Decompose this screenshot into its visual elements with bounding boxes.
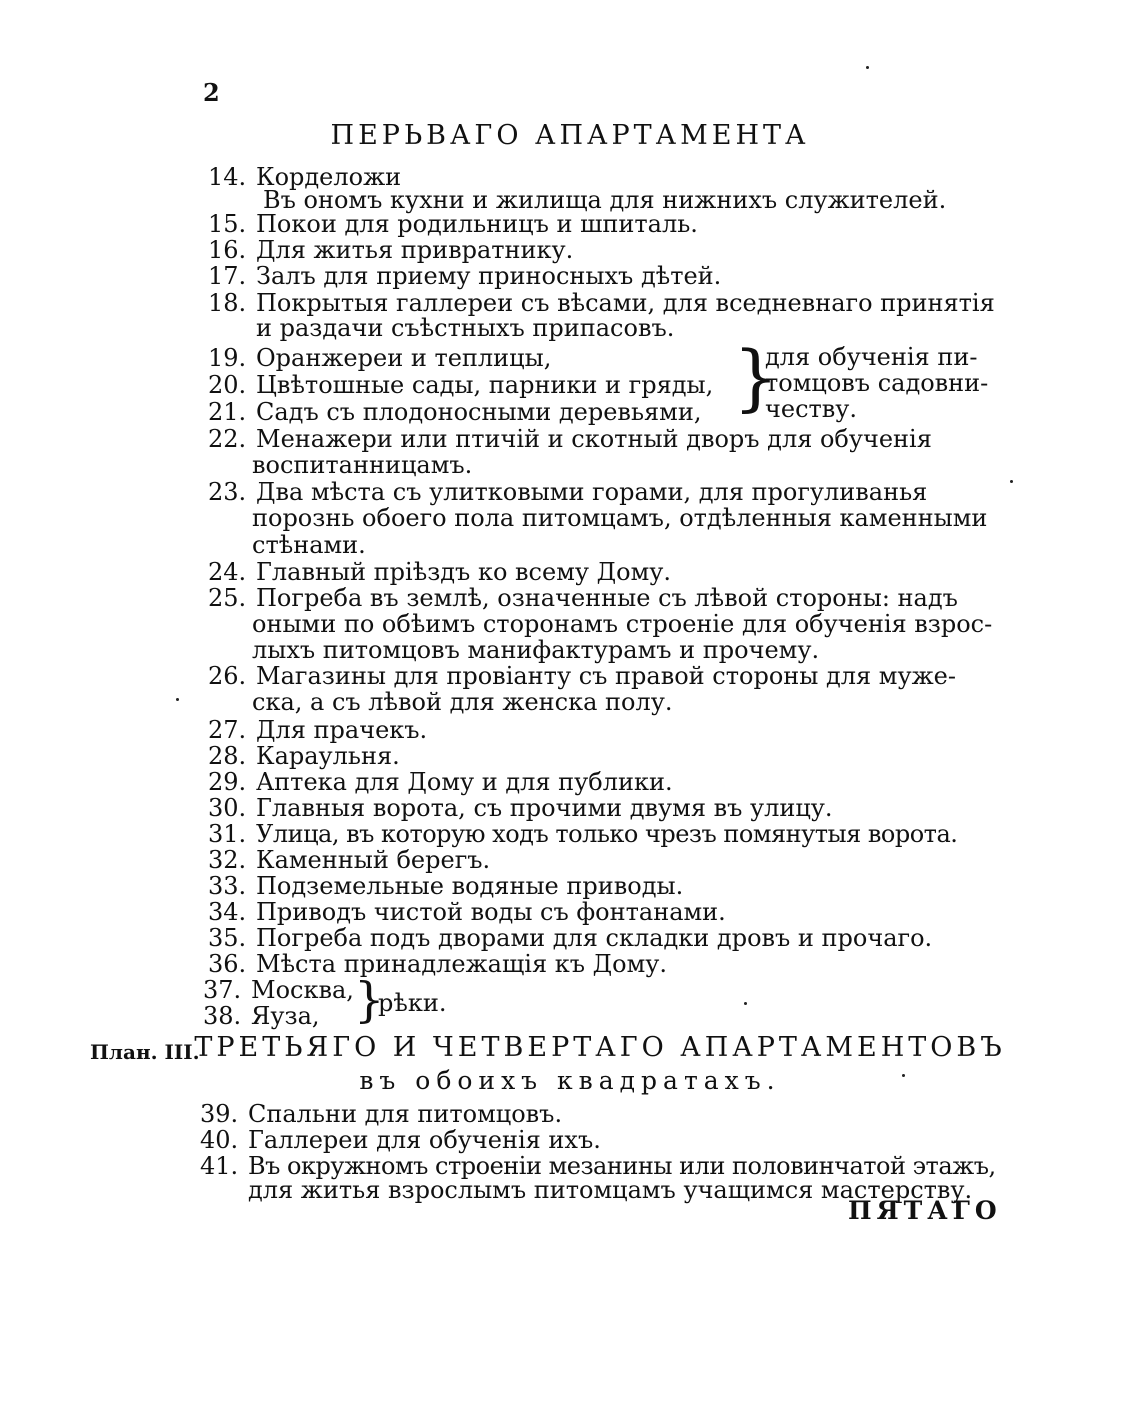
entry-33 — [208, 872, 683, 900]
entry-text: Мѣста принадлежащія къ Дому. — [256, 950, 668, 978]
entry-text: Подземельные водяные приводы. — [256, 872, 684, 900]
entry-text: Магазины для провіанту съ правой стороны для муже- — [256, 662, 956, 690]
entry-18 — [208, 289, 995, 317]
entry-number: 33. — [208, 872, 247, 900]
entry-31 — [208, 820, 957, 848]
entry-number: 17. — [208, 262, 247, 290]
catch-word: ПЯТАГО — [848, 1196, 1002, 1225]
print-speck — [866, 66, 869, 69]
entry-26-continuation: ска, а съ лѣвой для женска полу. — [252, 688, 673, 716]
print-speck — [902, 1074, 905, 1077]
entry-text: Главныя ворота, съ прочими двумя въ улицу. — [256, 794, 833, 822]
entry-40 — [200, 1126, 601, 1154]
entry-number: 29. — [208, 768, 247, 796]
entry-number: 22. — [208, 425, 247, 453]
entry-34 — [208, 898, 726, 926]
print-speck — [744, 1002, 747, 1005]
entry-number: 35. — [208, 924, 247, 952]
entry-number: 36. — [208, 950, 247, 978]
entry-17 — [208, 262, 721, 290]
entry-28 — [208, 742, 400, 770]
entry-text: Главный пріѣздъ ко всему Дому. — [256, 558, 671, 586]
entry-text: Галлереи для обученія ихъ. — [248, 1126, 601, 1154]
right-brace-glyph: } — [354, 972, 385, 1028]
entry-number: 27. — [208, 716, 247, 744]
entry-text: Москва, — [251, 976, 354, 1004]
entry-32 — [208, 846, 490, 874]
entry-text: Аптека для Дому и для публики. — [256, 768, 673, 796]
entry-text: Яуза, — [251, 1002, 320, 1030]
entry-text: Для прачекъ. — [256, 716, 428, 744]
brace-note — [378, 990, 446, 1016]
entry-41-continuation: для житья взрослымъ питомцамъ учащимся мастерству. — [248, 1176, 973, 1204]
entry-text: Покрытыя галлереи съ вѣсами, для вседневнаго принятія — [256, 289, 995, 317]
entry-25-continuation: оными по обѣимъ сторонамъ строеніе для обученія взрос- — [252, 610, 993, 638]
entry-number: 16. — [208, 236, 247, 264]
print-speck — [176, 698, 179, 701]
section-subheading: въ обоихъ квадратахъ. — [359, 1066, 781, 1095]
brace-note-line: для обученія пи- — [765, 343, 978, 371]
entry-14-description: Въ ономъ кухни и жилища для нижнихъ служителей. — [263, 186, 947, 214]
entry-text: Улица, въ которую ходъ только чрезъ помянутыя ворота. — [256, 820, 958, 848]
entry-35 — [208, 924, 932, 952]
entry-number: 24. — [208, 558, 247, 586]
entry-number: 37. — [203, 976, 242, 1004]
entry-16 — [208, 236, 573, 264]
entry-37 — [203, 976, 354, 1004]
right-brace-glyph: } — [733, 335, 779, 419]
page-number: 2 — [203, 78, 220, 107]
entry-25-continuation: лыхъ питомцовъ манифактурамъ и прочему. — [252, 636, 820, 664]
entry-number: 15. — [208, 210, 247, 238]
entry-number: 38. — [203, 1002, 242, 1030]
entry-18-continuation: и раздачи съѣстныхъ припасовъ. — [256, 314, 675, 342]
entry-29 — [208, 768, 673, 796]
entry-22-continuation: воспитанницамъ. — [252, 451, 473, 479]
section-heading-first: ПЕРЬВАГО АПАРТАМЕНТА — [330, 120, 810, 151]
brace-note-line: томцовъ садовни- — [765, 369, 989, 397]
brace-note-line: рѣки. — [378, 989, 447, 1017]
entry-22 — [208, 425, 932, 453]
entry-text: Караульня. — [256, 742, 400, 770]
entry-26 — [208, 662, 956, 690]
entry-23 — [208, 478, 927, 506]
plate-label: План. III. — [90, 1040, 200, 1064]
entry-number: 40. — [200, 1126, 239, 1154]
entry-20 — [208, 371, 713, 399]
entry-number: 20. — [208, 371, 247, 399]
entry-text: Покои для родильницъ и шпиталь. — [256, 210, 698, 238]
entry-number: 25. — [208, 584, 247, 612]
entry-text: Корделожи — [256, 163, 402, 191]
entry-38 — [203, 1002, 320, 1030]
entry-number: 14. — [208, 163, 247, 191]
entry-25 — [208, 584, 958, 612]
entry-23-continuation: стѣнами. — [252, 531, 366, 559]
entry-text: Цвѣтошные сады, парники и гряды, — [256, 371, 714, 399]
entry-24 — [208, 558, 671, 586]
entry-number: 32. — [208, 846, 247, 874]
entry-text: Погреба въ землѣ, означенные съ лѣвой стороны: надъ — [256, 584, 958, 612]
entry-text: Спальни для питомцовъ. — [248, 1100, 563, 1128]
entry-19 — [208, 344, 551, 372]
entry-text: Оранжереи и теплицы, — [256, 344, 552, 372]
entry-number: 41. — [200, 1152, 239, 1180]
entry-number: 34. — [208, 898, 247, 926]
entry-23-continuation: порознь обоего пола питомцамъ, отдѣленныя каменными — [252, 504, 988, 532]
entry-text: Для житья привратнику. — [256, 236, 574, 264]
entry-39 — [200, 1100, 562, 1128]
entry-text: Въ окружномъ строеніи мезанины или половинчатой этажъ, — [248, 1152, 996, 1180]
entry-text: Приводъ чистой воды съ фонтанами. — [256, 898, 726, 926]
entry-text: Залъ для приему приносныхъ дѣтей. — [256, 262, 722, 290]
entry-36 — [208, 950, 667, 978]
entry-number: 31. — [208, 820, 247, 848]
entry-text: Погреба подъ дворами для складки дровъ и прочаго. — [256, 924, 933, 952]
brace-note-line: честву. — [765, 395, 858, 423]
entry-number: 30. — [208, 794, 247, 822]
entry-text: Менажери или птичій и скотный дворъ для обученія — [256, 425, 932, 453]
entry-27 — [208, 716, 427, 744]
brace-note — [765, 344, 988, 422]
entry-number: 23. — [208, 478, 247, 506]
entry-text: Два мѣста съ улитковыми горами, для прогуливанья — [256, 478, 928, 506]
entry-21 — [208, 398, 701, 426]
entry-text: Садъ съ плодоносными деревьями, — [256, 398, 702, 426]
print-speck — [1010, 480, 1013, 483]
entry-number: 19. — [208, 344, 247, 372]
entry-number: 18. — [208, 289, 247, 317]
entry-15 — [208, 210, 698, 238]
entry-number: 26. — [208, 662, 247, 690]
entry-number: 39. — [200, 1100, 239, 1128]
entry-text: Каменный берегъ. — [256, 846, 491, 874]
entry-number: 21. — [208, 398, 247, 426]
entry-30 — [208, 794, 833, 822]
entry-number: 28. — [208, 742, 247, 770]
section-heading-second: ТРЕТЬЯГО И ЧЕТВЕРТАГО АПАРТАМЕНТОВЪ — [194, 1032, 1006, 1063]
